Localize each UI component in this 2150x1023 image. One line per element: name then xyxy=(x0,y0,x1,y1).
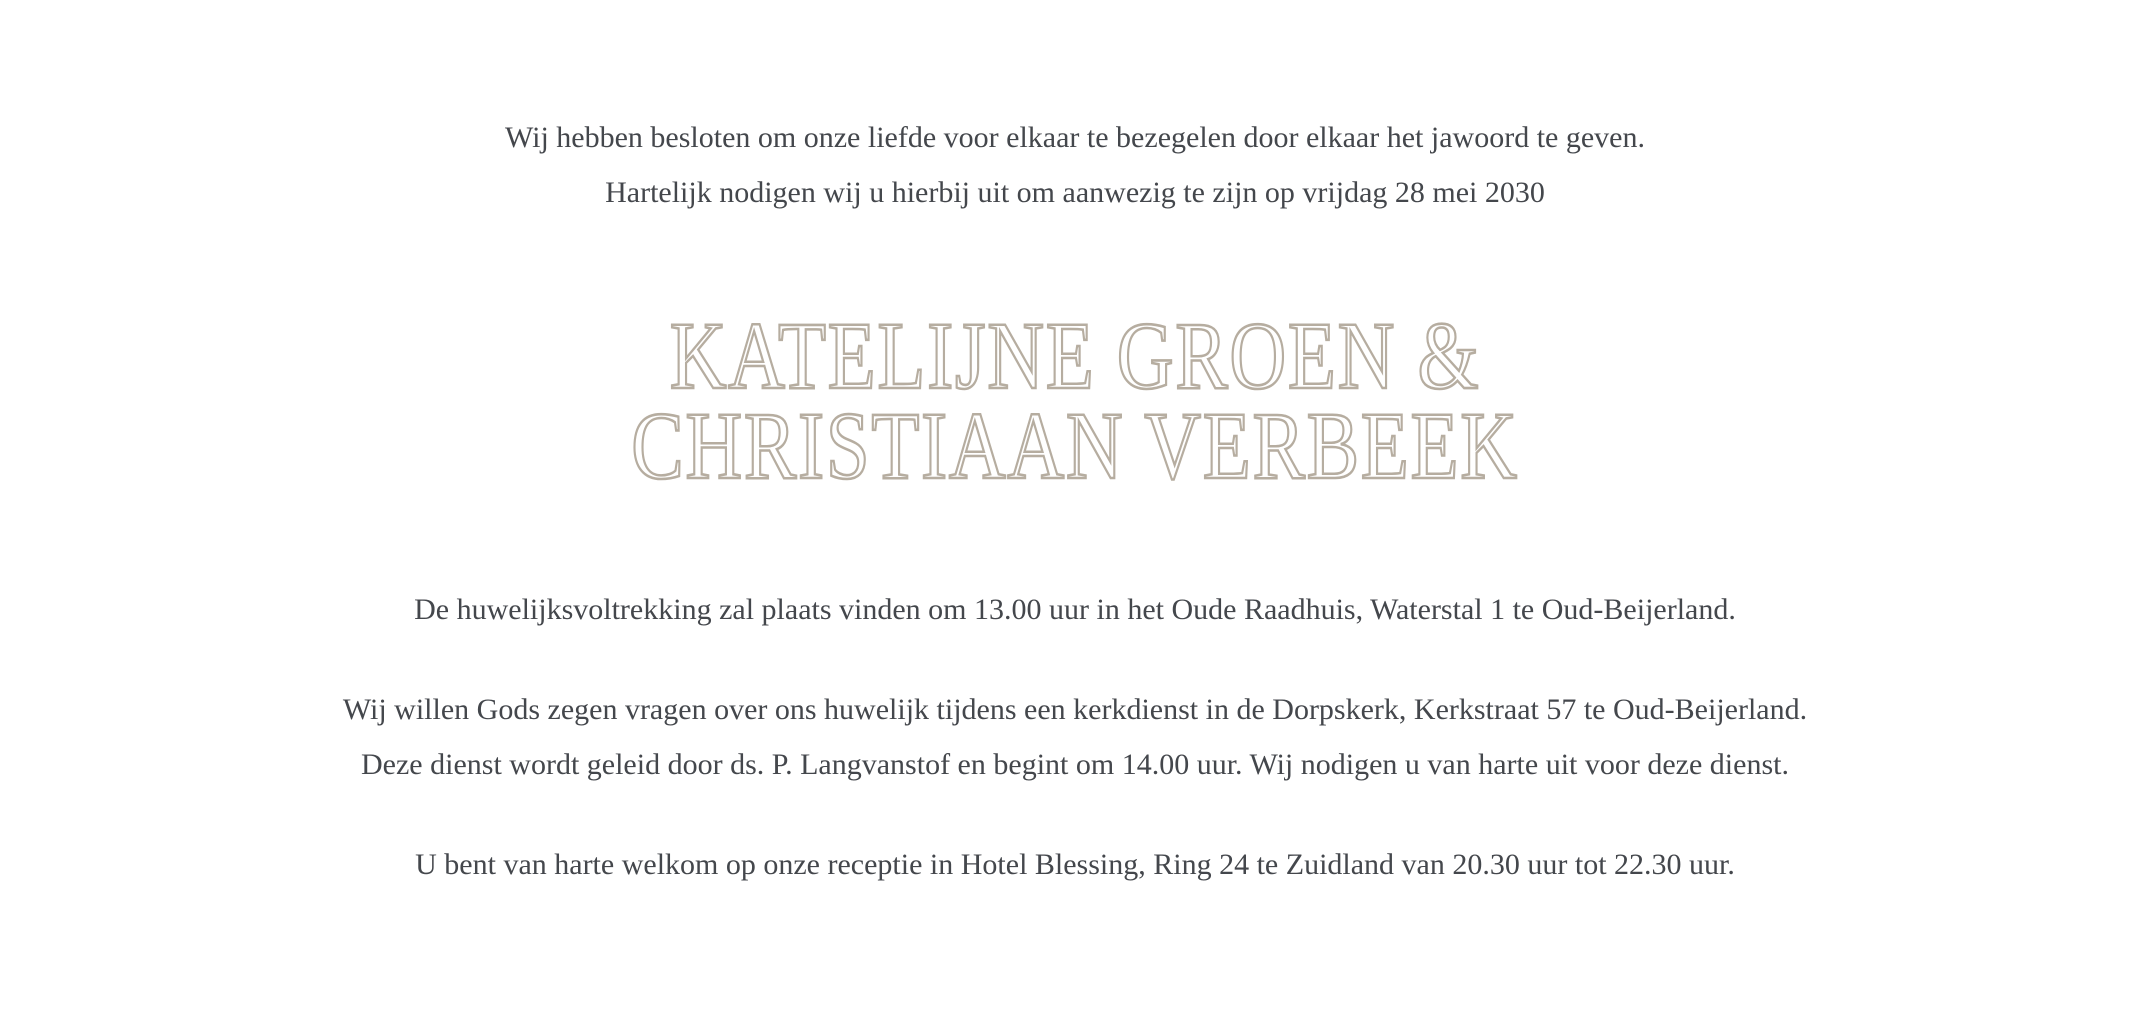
ceremony-paragraph xyxy=(0,582,2150,637)
couple-names-heading xyxy=(0,302,2150,499)
church-service-line-2: Deze dienst wordt geleid door ds. P. Langvanstof en begint om 14.00 uur. Wij nodigen u van harte uit voor deze dienst. xyxy=(361,748,1789,781)
church-service-line-1: Wij willen Gods zegen vragen over ons huwelijk tijdens een kerkdienst in de Dorpskerk, Kerkstraat 57 te Oud-Beijerland. xyxy=(342,693,1808,726)
ceremony-text: De huwelijksvoltrekking zal plaats vinden om 13.00 uur in het Oude Raadhuis, Waterstal 1 te Oud-Beijerland. xyxy=(414,593,1736,626)
church-service-paragraph xyxy=(0,682,2150,792)
couple-name-line-1: KATELIJNE GROEN & xyxy=(669,302,1481,409)
invitation-details xyxy=(0,582,2150,892)
intro-line-1: Wij hebben besloten om onze liefde voor elkaar te bezegelen door elkaar het jawoord te geven. xyxy=(505,121,1645,154)
invitation-intro xyxy=(0,0,2150,220)
reception-text: U bent van harte welkom op onze receptie in Hotel Blessing, Ring 24 te Zuidland van 20.30 uur tot 22.30 uur. xyxy=(415,848,1735,881)
reception-paragraph xyxy=(0,837,2150,892)
couple-name-line-2: CHRISTIAAN VERBEEK xyxy=(631,392,1519,499)
intro-line-2: Hartelijk nodigen wij u hierbij uit om aanwezig te zijn op vrijdag 28 mei 2030 xyxy=(605,176,1545,209)
